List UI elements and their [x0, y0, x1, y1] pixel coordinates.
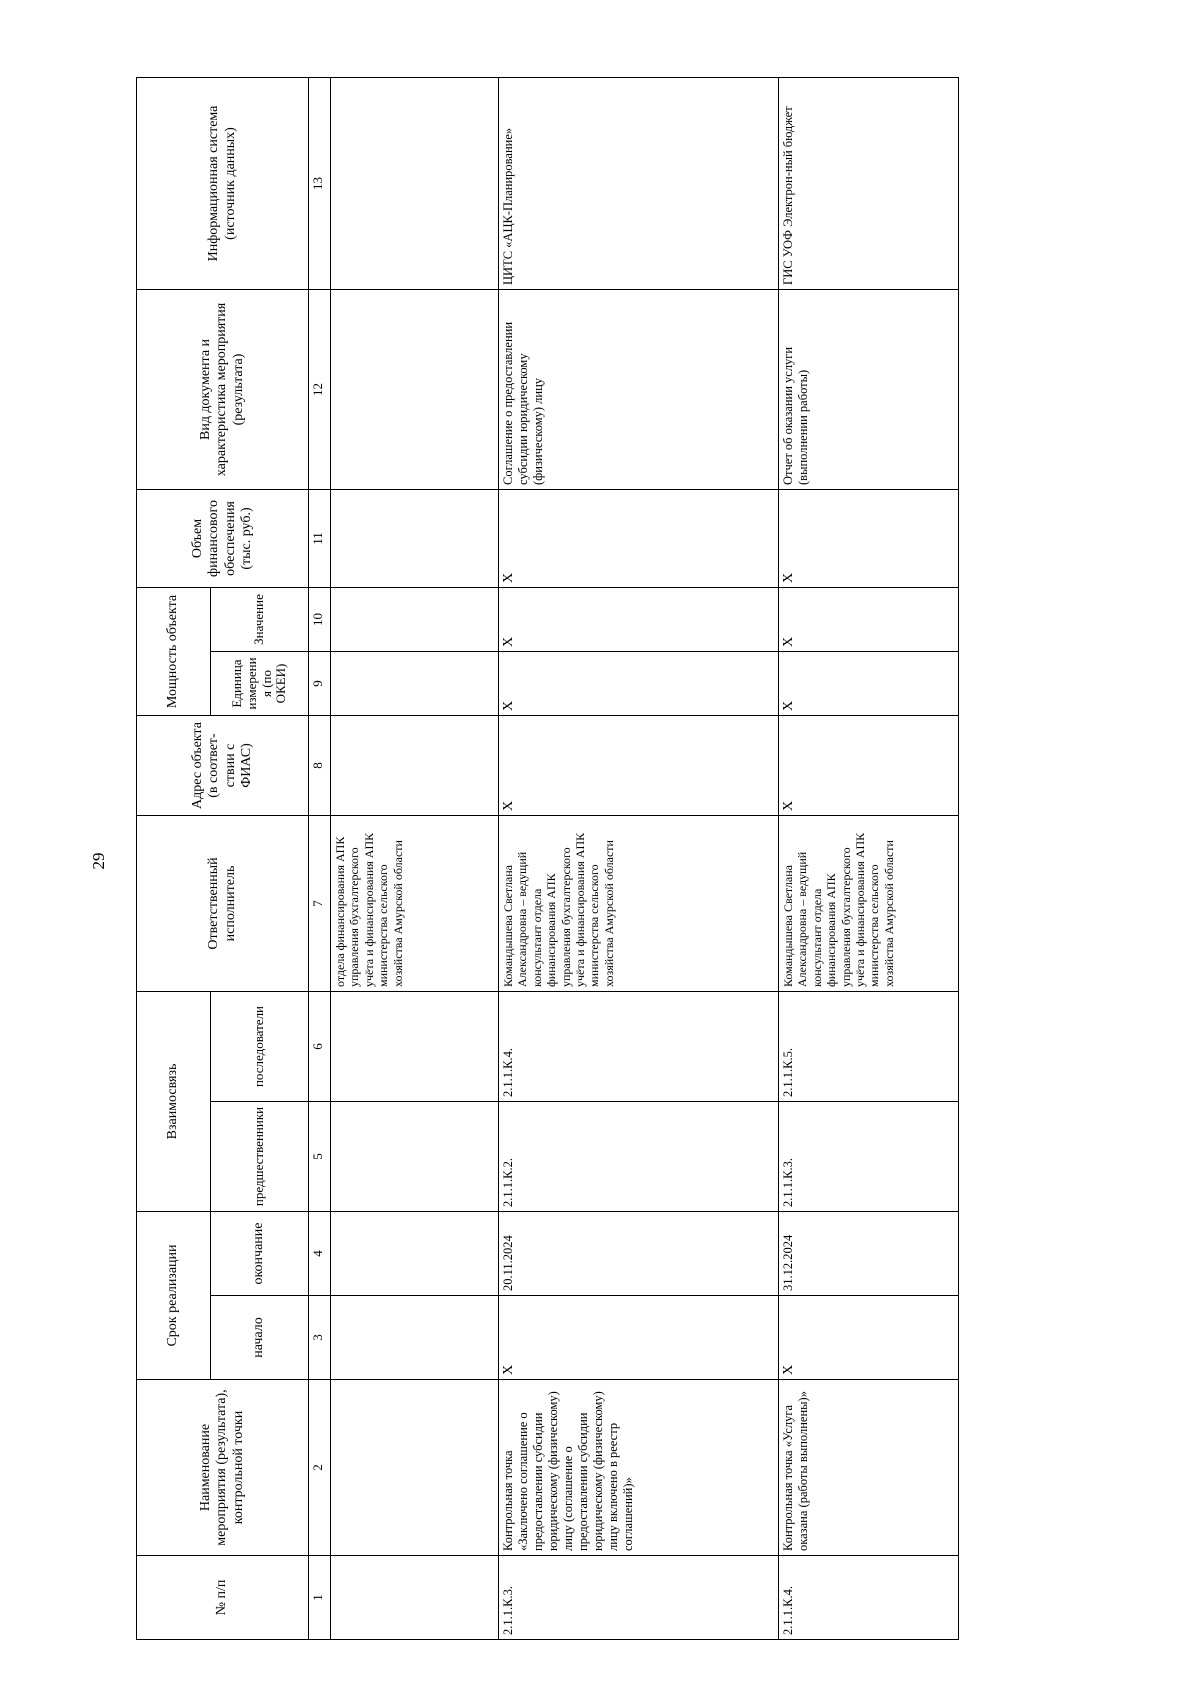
cell-executor: Командышева Светлана Александровна – ведущий консультант отдела финансирования АПК управления бухгалтерского учёта и финансирования АПК министерства сельского хозяйства Амурской области — [779, 816, 959, 992]
cell-doc: Соглашение о предоставлении субсидии юридическому (физическому) лицу — [499, 289, 779, 489]
cell-num: 2.1.1.К.4. — [779, 1556, 959, 1640]
cell-num: 2.1.1.К.3. — [499, 1556, 779, 1640]
cell-successors: 2.1.1.К.5. — [779, 992, 959, 1102]
header-system: Информационная система (источник данных) — [137, 77, 309, 289]
cell-value — [331, 587, 499, 651]
cell-unit: X — [779, 652, 959, 716]
cell-unit: X — [499, 652, 779, 716]
cell-executor: отдела финансирования АПК управления бухгалтерского учёта и финансирования АПК министерства сельского хозяйства Амурской области — [331, 816, 499, 992]
rotated-table-container — [136, 78, 1078, 1640]
page-number: 29 — [89, 852, 108, 870]
cell-address: X — [499, 716, 779, 816]
cell-executor: Командышева Светлана Александровна – ведущий консультант отдела финансирования АПК управления бухгалтерского учёта и финансирования АПК министерства сельского хозяйства Амурской области — [499, 816, 779, 992]
cell-unit — [331, 652, 499, 716]
colnum-13: 13 — [309, 77, 331, 289]
colnum-9: 9 — [309, 652, 331, 716]
cell-finance: X — [779, 489, 959, 587]
cell-num — [331, 1556, 499, 1640]
colnum-11: 11 — [309, 489, 331, 587]
header-start: начало — [211, 1296, 309, 1380]
header-name: Наименование мероприятия (результата), контрольной точки — [137, 1380, 309, 1556]
colnum-2: 2 — [309, 1380, 331, 1556]
colnum-7: 7 — [309, 816, 331, 992]
colnum-10: 10 — [309, 587, 331, 651]
column-numbers-row — [309, 77, 331, 1639]
header-capacity: Мощность объекта — [137, 587, 211, 715]
cell-predecessors: 2.1.1.К.2. — [499, 1102, 779, 1212]
cell-successors — [331, 992, 499, 1102]
colnum-6: 6 — [309, 992, 331, 1102]
cell-end — [331, 1212, 499, 1296]
cell-start: X — [499, 1296, 779, 1380]
cell-name — [331, 1380, 499, 1556]
cell-doc: Отчет об оказании услуги (выполнении работы) — [779, 289, 959, 489]
colnum-8: 8 — [309, 716, 331, 816]
table-row — [779, 77, 959, 1639]
table-row — [499, 77, 779, 1639]
cell-system: ГИС УОФ Электрон-ный бюджет — [779, 77, 959, 289]
header-address: Адрес объекта (в соответ-ствии с ФИАС) — [137, 716, 309, 816]
cell-system: ЦИТС «АЦК-Планирование» — [499, 77, 779, 289]
cell-successors: 2.1.1.К.4. — [499, 992, 779, 1102]
table-row — [331, 77, 499, 1639]
header-value: Значение — [211, 587, 309, 651]
header-executor: Ответственный исполнитель — [137, 816, 309, 992]
cell-finance — [331, 489, 499, 587]
header-relation: Взаимосвязь — [137, 992, 211, 1212]
header-successors: последователи — [211, 992, 309, 1102]
cell-start: X — [779, 1296, 959, 1380]
header-predecessors: предшественники — [211, 1102, 309, 1212]
cell-name: Контрольная точка «Услуга оказана (работы выполнены)» — [779, 1380, 959, 1556]
cell-finance: X — [499, 489, 779, 587]
header-end: окончание — [211, 1212, 309, 1296]
cell-doc — [331, 289, 499, 489]
colnum-4: 4 — [309, 1212, 331, 1296]
cell-system — [331, 77, 499, 289]
cell-value: X — [499, 587, 779, 651]
cell-address — [331, 716, 499, 816]
header-timing: Срок реализации — [137, 1212, 211, 1380]
cell-name: Контрольная точка «Заключено соглашение о предоставлении субсидии юридическому (физическому) лицу (соглашение о предоставлении субсидии юридическому (физическому) лицу включено в реестр соглашений)» — [499, 1380, 779, 1556]
header-doc: Вид документа и характеристика мероприятия (результата) — [137, 289, 309, 489]
cell-end: 31.12.2024 — [779, 1212, 959, 1296]
activity-table — [136, 77, 959, 1640]
cell-predecessors — [331, 1102, 499, 1212]
cell-predecessors: 2.1.1.К.3. — [779, 1102, 959, 1212]
cell-start — [331, 1296, 499, 1380]
colnum-12: 12 — [309, 289, 331, 489]
header-finance: Объем финансового обеспечения (тыс. руб.) — [137, 489, 309, 587]
cell-end: 20.11.2024 — [499, 1212, 779, 1296]
cell-address: X — [779, 716, 959, 816]
header-num: № п/п — [137, 1556, 309, 1640]
colnum-5: 5 — [309, 1102, 331, 1212]
colnum-3: 3 — [309, 1296, 331, 1380]
header-unit: Единица измерения (по ОКЕИ) — [211, 652, 309, 716]
colnum-1: 1 — [309, 1556, 331, 1640]
cell-value: X — [779, 587, 959, 651]
